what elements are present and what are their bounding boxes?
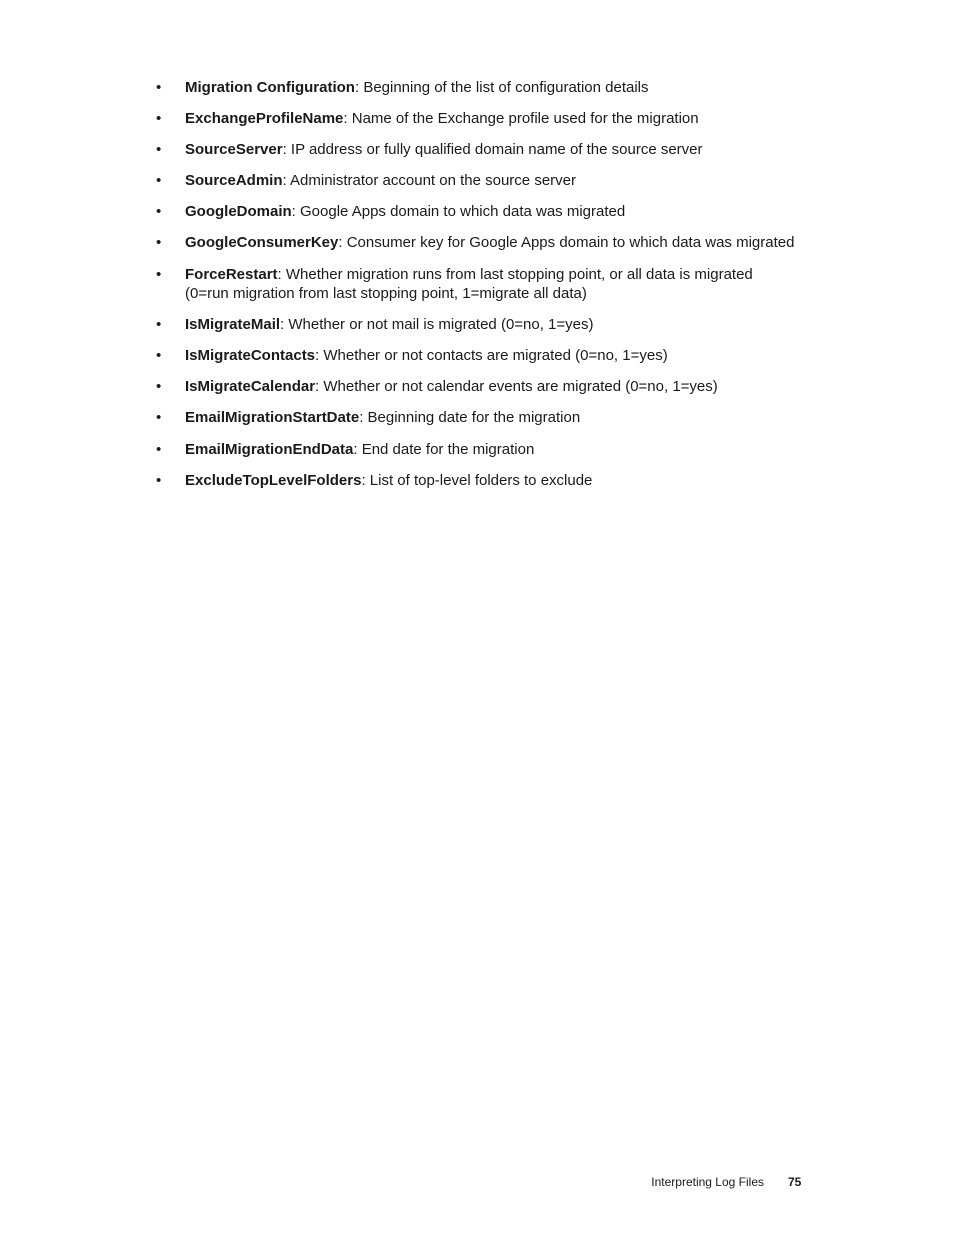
field-term: IsMigrateMail: [185, 316, 281, 334]
field-description: : End date for the migration: [353, 440, 535, 458]
bullet-icon: •: [156, 409, 162, 427]
list-item: [156, 408, 796, 428]
field-term: EmailMigrationStartDate: [185, 409, 360, 427]
field-description: : Whether migration runs from last stopping point, or all data is migrated (0=run migration from last stopping point, 1=migrate all data): [185, 265, 753, 303]
bullet-icon: •: [156, 347, 162, 365]
field-term: ForceRestart: [185, 265, 278, 283]
bullet-icon: •: [156, 203, 162, 221]
field-description: : Beginning date for the migration: [359, 409, 581, 427]
list-item: [156, 140, 796, 160]
list-item: [156, 233, 796, 253]
configuration-field-list: [156, 78, 796, 502]
bullet-icon: •: [156, 378, 162, 396]
field-description: : Whether or not calendar events are migrated (0=no, 1=yes): [315, 378, 718, 396]
bullet-icon: •: [156, 316, 162, 334]
bullet-icon: •: [156, 110, 162, 128]
footer-section-title: Interpreting Log Files: [651, 1175, 764, 1189]
list-item: [156, 471, 796, 491]
list-item: [156, 171, 796, 191]
field-term: EmailMigrationEndData: [185, 440, 354, 458]
field-description: : IP address or fully qualified domain name of the source server: [282, 141, 703, 159]
bullet-icon: •: [156, 234, 162, 252]
bullet-icon: •: [156, 265, 162, 283]
field-description: : Consumer key for Google Apps domain to which data was migrated: [338, 234, 795, 252]
list-item: [156, 315, 796, 335]
field-description: : Whether or not contacts are migrated (0=no, 1=yes): [315, 347, 668, 365]
field-term: ExchangeProfileName: [185, 110, 344, 128]
list-item: [156, 440, 796, 460]
field-description: : Whether or not mail is migrated (0=no, 1=yes): [280, 316, 594, 334]
list-item: [156, 109, 796, 129]
field-description: : Name of the Exchange profile used for the migration: [343, 110, 699, 128]
field-description: : Administrator account on the source server: [282, 172, 576, 190]
field-description: : Google Apps domain to which data was migrated: [291, 203, 626, 221]
field-term: IsMigrateCalendar: [185, 378, 316, 396]
field-term: GoogleConsumerKey: [185, 234, 339, 252]
field-term: SourceServer: [185, 141, 283, 159]
field-term: IsMigrateContacts: [185, 347, 316, 365]
bullet-icon: •: [156, 172, 162, 190]
list-item: [156, 78, 796, 98]
page-number: 75: [788, 1175, 802, 1189]
list-item: [156, 377, 796, 397]
field-description: : List of top-level folders to exclude: [361, 471, 593, 489]
bullet-icon: •: [156, 141, 162, 159]
field-term: Migration Configuration: [185, 79, 355, 96]
bullet-icon: •: [156, 471, 162, 489]
list-item: [156, 202, 796, 222]
list-item: [156, 265, 796, 304]
bullet-icon: •: [156, 440, 162, 458]
field-term: GoogleDomain: [185, 203, 292, 221]
list-item: [156, 346, 796, 366]
bullet-icon: •: [156, 79, 162, 96]
field-term: ExcludeTopLevelFolders: [185, 471, 362, 489]
field-description: : Beginning of the list of configuration details: [354, 79, 649, 96]
field-term: SourceAdmin: [185, 172, 283, 190]
